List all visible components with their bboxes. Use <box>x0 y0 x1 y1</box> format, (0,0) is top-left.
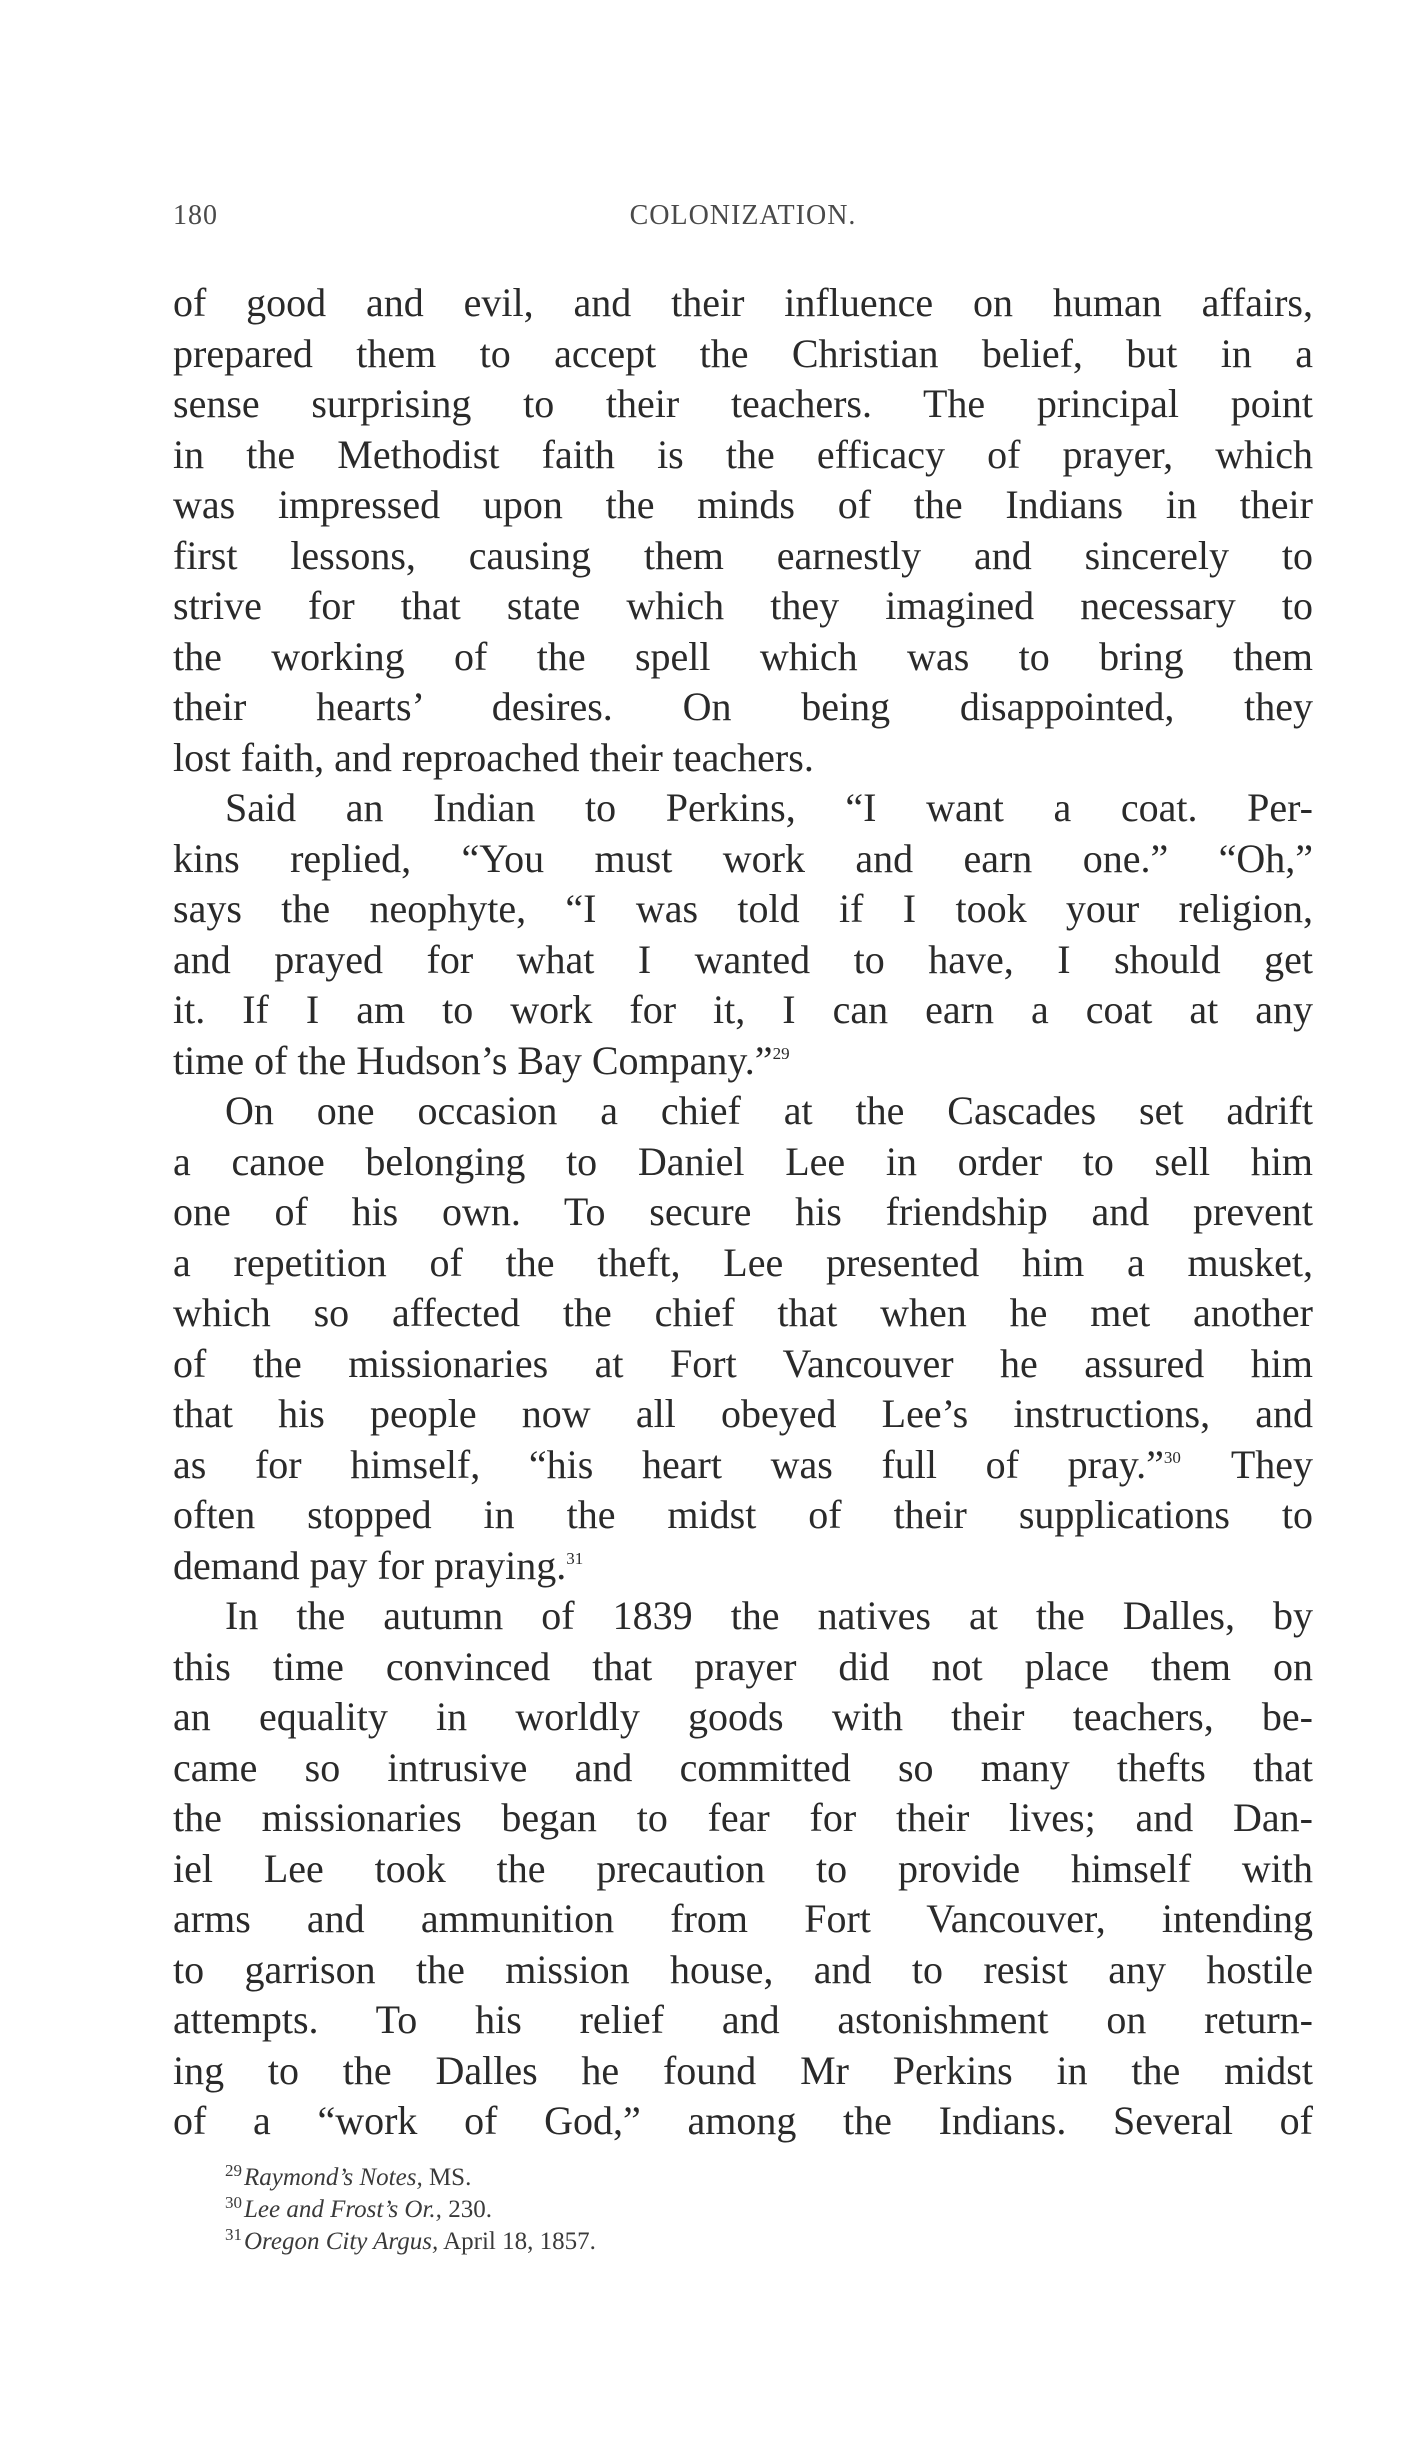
footnote-mark: 29 <box>225 2160 242 2180</box>
text-line: attempts. To his relief and astonishment on return- <box>173 1997 1313 2042</box>
footnote-source: Lee and Frost’s Or., <box>244 2196 442 2223</box>
footnote-source: Raymond’s Notes, <box>244 2164 423 2191</box>
text-line: kins replied, “You must work and earn one.” “Oh,” <box>173 835 1313 881</box>
text-line: says the neophyte, “I was told if I took your religion, <box>173 886 1313 931</box>
footnote-source: Oregon City Argus, <box>244 2228 439 2255</box>
text-line: a repetition of the theft, Lee presented him a musket, <box>173 1239 1313 1285</box>
running-title: COLONIZATION. <box>629 200 857 231</box>
footnote-31 <box>225 2226 1225 2258</box>
text-line: In the autumn of 1839 the natives at the Dalles, by <box>225 1593 1313 1638</box>
page-number: 180 <box>173 200 218 231</box>
footnote-ref-31[interactable]: 31 <box>566 1549 584 1569</box>
line-text: demand pay for praying. <box>173 1542 567 1588</box>
footnote-mark: 30 <box>225 2192 242 2212</box>
text-line: Said an Indian to Perkins, “I want a coat. Per- <box>225 785 1313 830</box>
text-line: of the missionaries at Fort Vancouver he assured him <box>173 1340 1313 1386</box>
footnote-detail: 230. <box>441 2196 492 2223</box>
footnote-mark: 31 <box>225 2224 242 2244</box>
text-line: to garrison the mission house, and to resist any hostile <box>173 1946 1313 1992</box>
text-line: was impressed upon the minds of the Indians in their <box>173 482 1313 527</box>
footnote-ref-29[interactable]: 29 <box>772 1044 790 1064</box>
text-line: and prayed for what I wanted to have, I should get <box>173 936 1313 982</box>
line-text: time of the Hudson’s Bay Company.” <box>173 1037 773 1083</box>
text-line: it. If I am to work for it, I can earn a coat at any <box>173 987 1313 1032</box>
text-line: first lessons, causing them earnestly and sincerely to <box>173 532 1313 578</box>
text-line: which so affected the chief that when he met another <box>173 1290 1313 1335</box>
text-line: often stopped in the midst of their supplications to <box>173 1492 1313 1537</box>
body-text <box>173 278 1313 2147</box>
text-line: of a “work of God,” among the Indians. Several of <box>173 2098 1313 2143</box>
running-head <box>173 200 1313 240</box>
text-line: On one occasion a chief at the Cascades set adrift <box>225 1088 1313 1133</box>
text-line: lost faith, and reproached their teachers. <box>173 734 814 780</box>
text-line: prepared them to accept the Christian belief, but in a <box>173 330 1313 376</box>
text-line: ing to the Dalles he found Mr Perkins in the midst <box>173 2047 1313 2093</box>
text-line-with-footnote <box>173 1440 1313 1491</box>
text-line: the missionaries began to fear for their lives; and Dan- <box>173 1795 1313 1840</box>
footnote-detail: April 18, 1857. <box>438 2228 596 2255</box>
text-line: one of his own. To secure his friendship and prevent <box>173 1189 1313 1234</box>
line-text: as for himself, “his heart was full of pray.” <box>173 1441 1164 1487</box>
text-line: of good and evil, and their influence on human affairs, <box>173 280 1313 325</box>
text-line: came so intrusive and committed so many thefts that <box>173 1744 1313 1790</box>
text-line: their hearts’ desires. On being disappointed, they <box>173 684 1313 729</box>
text-line: arms and ammunition from Fort Vancouver, intending <box>173 1896 1313 1941</box>
text-line: sense surprising to their teachers. The principal point <box>173 381 1313 426</box>
footnote-30 <box>225 2194 1225 2226</box>
footnote-29 <box>225 2162 1225 2194</box>
text-line: the working of the spell which was to bring them <box>173 633 1313 679</box>
text-line: that his people now all obeyed Lee’s instructions, and <box>173 1391 1313 1436</box>
text-line-with-footnote <box>173 1541 1313 1592</box>
footnotes <box>225 2162 1225 2258</box>
text-line-with-footnote <box>173 1036 1313 1087</box>
text-line: strive for that state which they imagined necessary to <box>173 583 1313 628</box>
line-text-continued: They <box>1230 1441 1313 1487</box>
text-line: this time convinced that prayer did not place them on <box>173 1643 1313 1689</box>
text-line: a canoe belonging to Daniel Lee in order to sell him <box>173 1138 1313 1184</box>
footnote-ref-30[interactable]: 30 <box>1163 1448 1181 1468</box>
text-line: iel Lee took the precaution to provide himself with <box>173 1845 1313 1891</box>
footnote-detail: MS. <box>422 2164 472 2191</box>
text-line: an equality in worldly goods with their teachers, be- <box>173 1694 1313 1739</box>
text-line: in the Methodist faith is the efficacy of prayer, which <box>173 431 1313 477</box>
